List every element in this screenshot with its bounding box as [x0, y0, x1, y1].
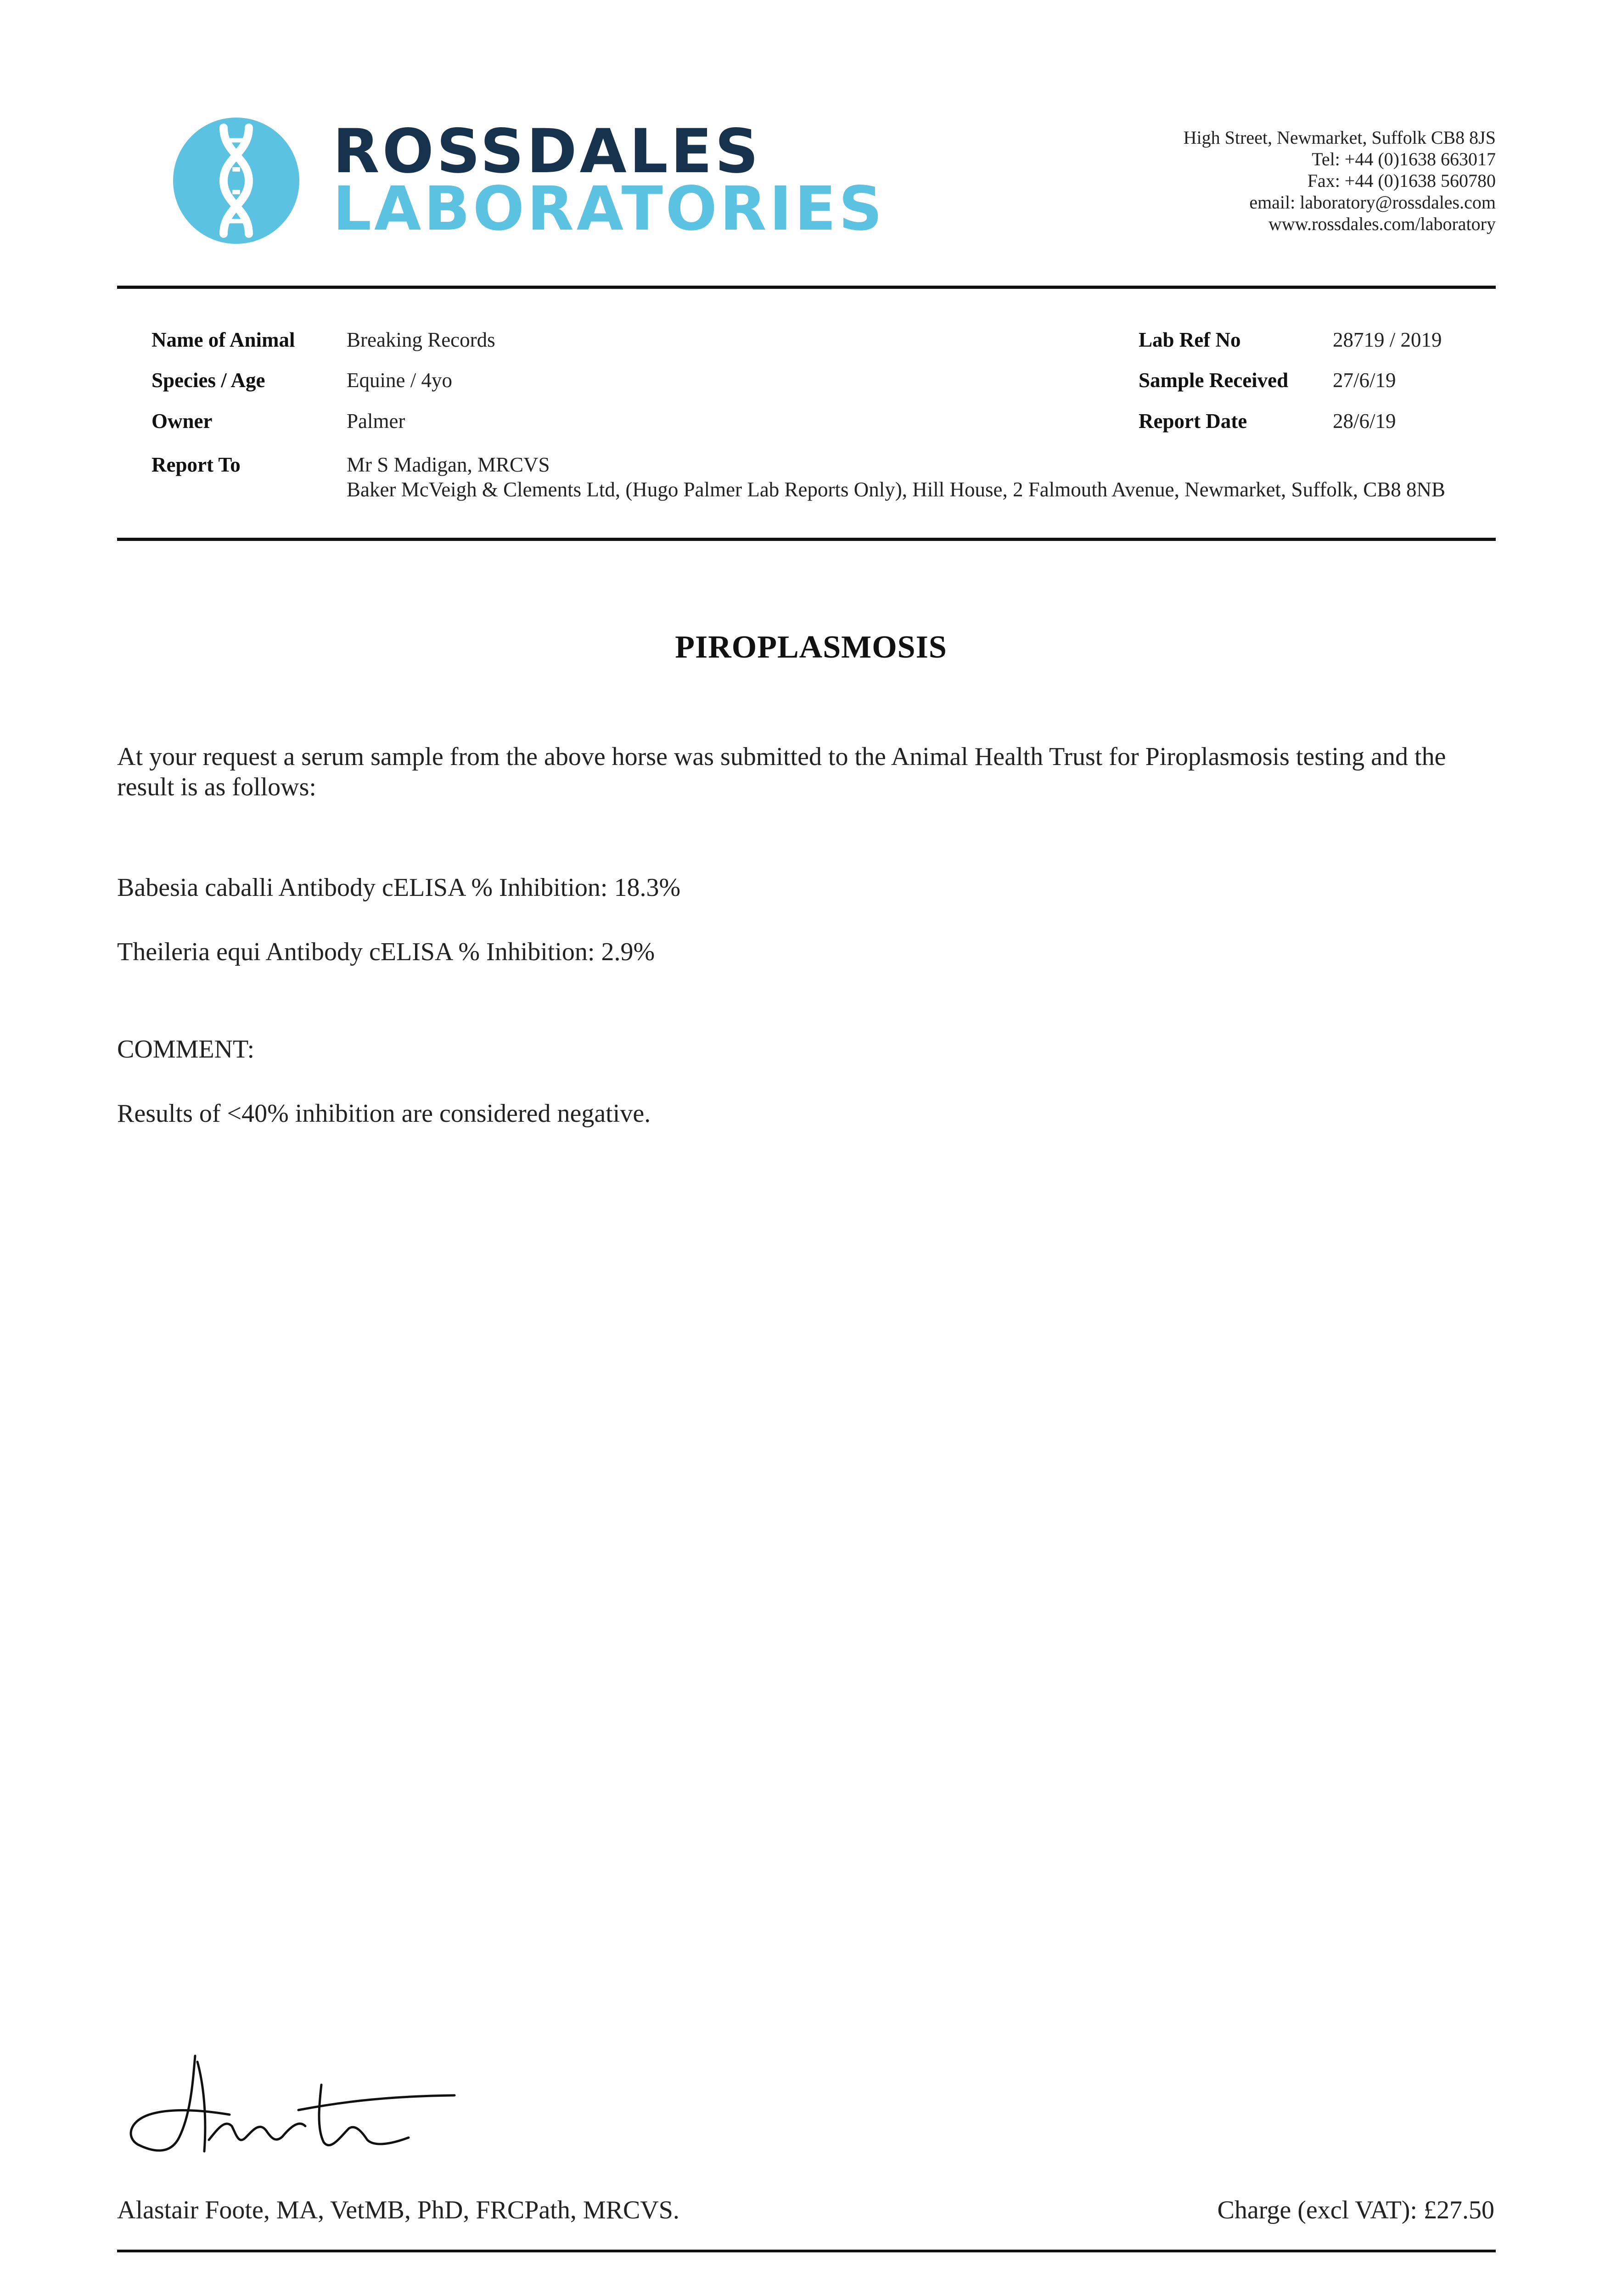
report-intro: At your request a serum sample from the above horse was submitted to the Animal Health Trust for Piroplasmosis testing and the result is as follows: — [117, 743, 1446, 801]
report-to-recipient: Mr S Madigan, MRCVS — [347, 453, 550, 476]
sample-received-value: 27/6/19 — [1333, 369, 1396, 392]
website-line: www.rossdales.com/laboratory — [1268, 214, 1496, 234]
report-title: PIROPLASMOSIS — [675, 630, 947, 665]
lab-address-block — [945, 127, 1496, 235]
phone-line: Tel: +44 (0)1638 663017 — [1312, 149, 1496, 169]
address-line: High Street, Newmarket, Suffolk CB8 8JS — [1183, 127, 1496, 148]
signature-image — [124, 2046, 473, 2161]
report-to-value — [347, 452, 1471, 502]
species-age-value: Equine / 4yo — [347, 369, 452, 392]
result-theileria: Theileria equi Antibody cELISA % Inhibition: 2.9% — [117, 938, 655, 966]
name-of-animal-label: Name of Animal — [152, 328, 295, 351]
comment-text: Results of <40% inhibition are considered negative. — [117, 1099, 651, 1128]
footer-divider — [117, 2250, 1496, 2252]
report-to-address: Baker McVeigh & Clements Ltd, (Hugo Palmer Lab Reports Only), Hill House, 2 Falmouth Avenue, Newmarket, Suffolk, CB8 8NB — [347, 478, 1446, 501]
fax-line: Fax: +44 (0)1638 560780 — [1307, 170, 1496, 191]
dna-helix-icon — [173, 118, 299, 244]
lab-ref-label: Lab Ref No — [1139, 328, 1241, 351]
logo-wordmark-secondary: LABORATORIES — [333, 174, 885, 244]
signatory-name: Alastair Foote, MA, VetMB, PhD, FRCPath, MRCVS. — [117, 2196, 679, 2224]
owner-label: Owner — [152, 410, 213, 433]
report-date-label: Report Date — [1139, 410, 1247, 433]
charge-amount: Charge (excl VAT): £27.50 — [1217, 2196, 1494, 2224]
species-age-label: Species / Age — [152, 369, 265, 392]
report-date-value: 28/6/19 — [1333, 410, 1396, 433]
sample-received-label: Sample Received — [1139, 369, 1289, 392]
email-line: email: laboratory@rossdales.com — [1249, 192, 1496, 213]
comment-label: COMMENT: — [117, 1035, 255, 1064]
details-divider — [117, 538, 1496, 541]
result-babesia: Babesia caballi Antibody cELISA % Inhibition: 18.3% — [117, 873, 681, 902]
name-of-animal-value: Breaking Records — [347, 328, 495, 351]
logo-wordmark-primary: ROSSDALES — [333, 116, 762, 187]
lab-ref-value: 28719 / 2019 — [1333, 328, 1442, 351]
owner-value: Palmer — [347, 410, 405, 433]
report-to-label: Report To — [152, 453, 241, 476]
header-divider — [117, 286, 1496, 289]
